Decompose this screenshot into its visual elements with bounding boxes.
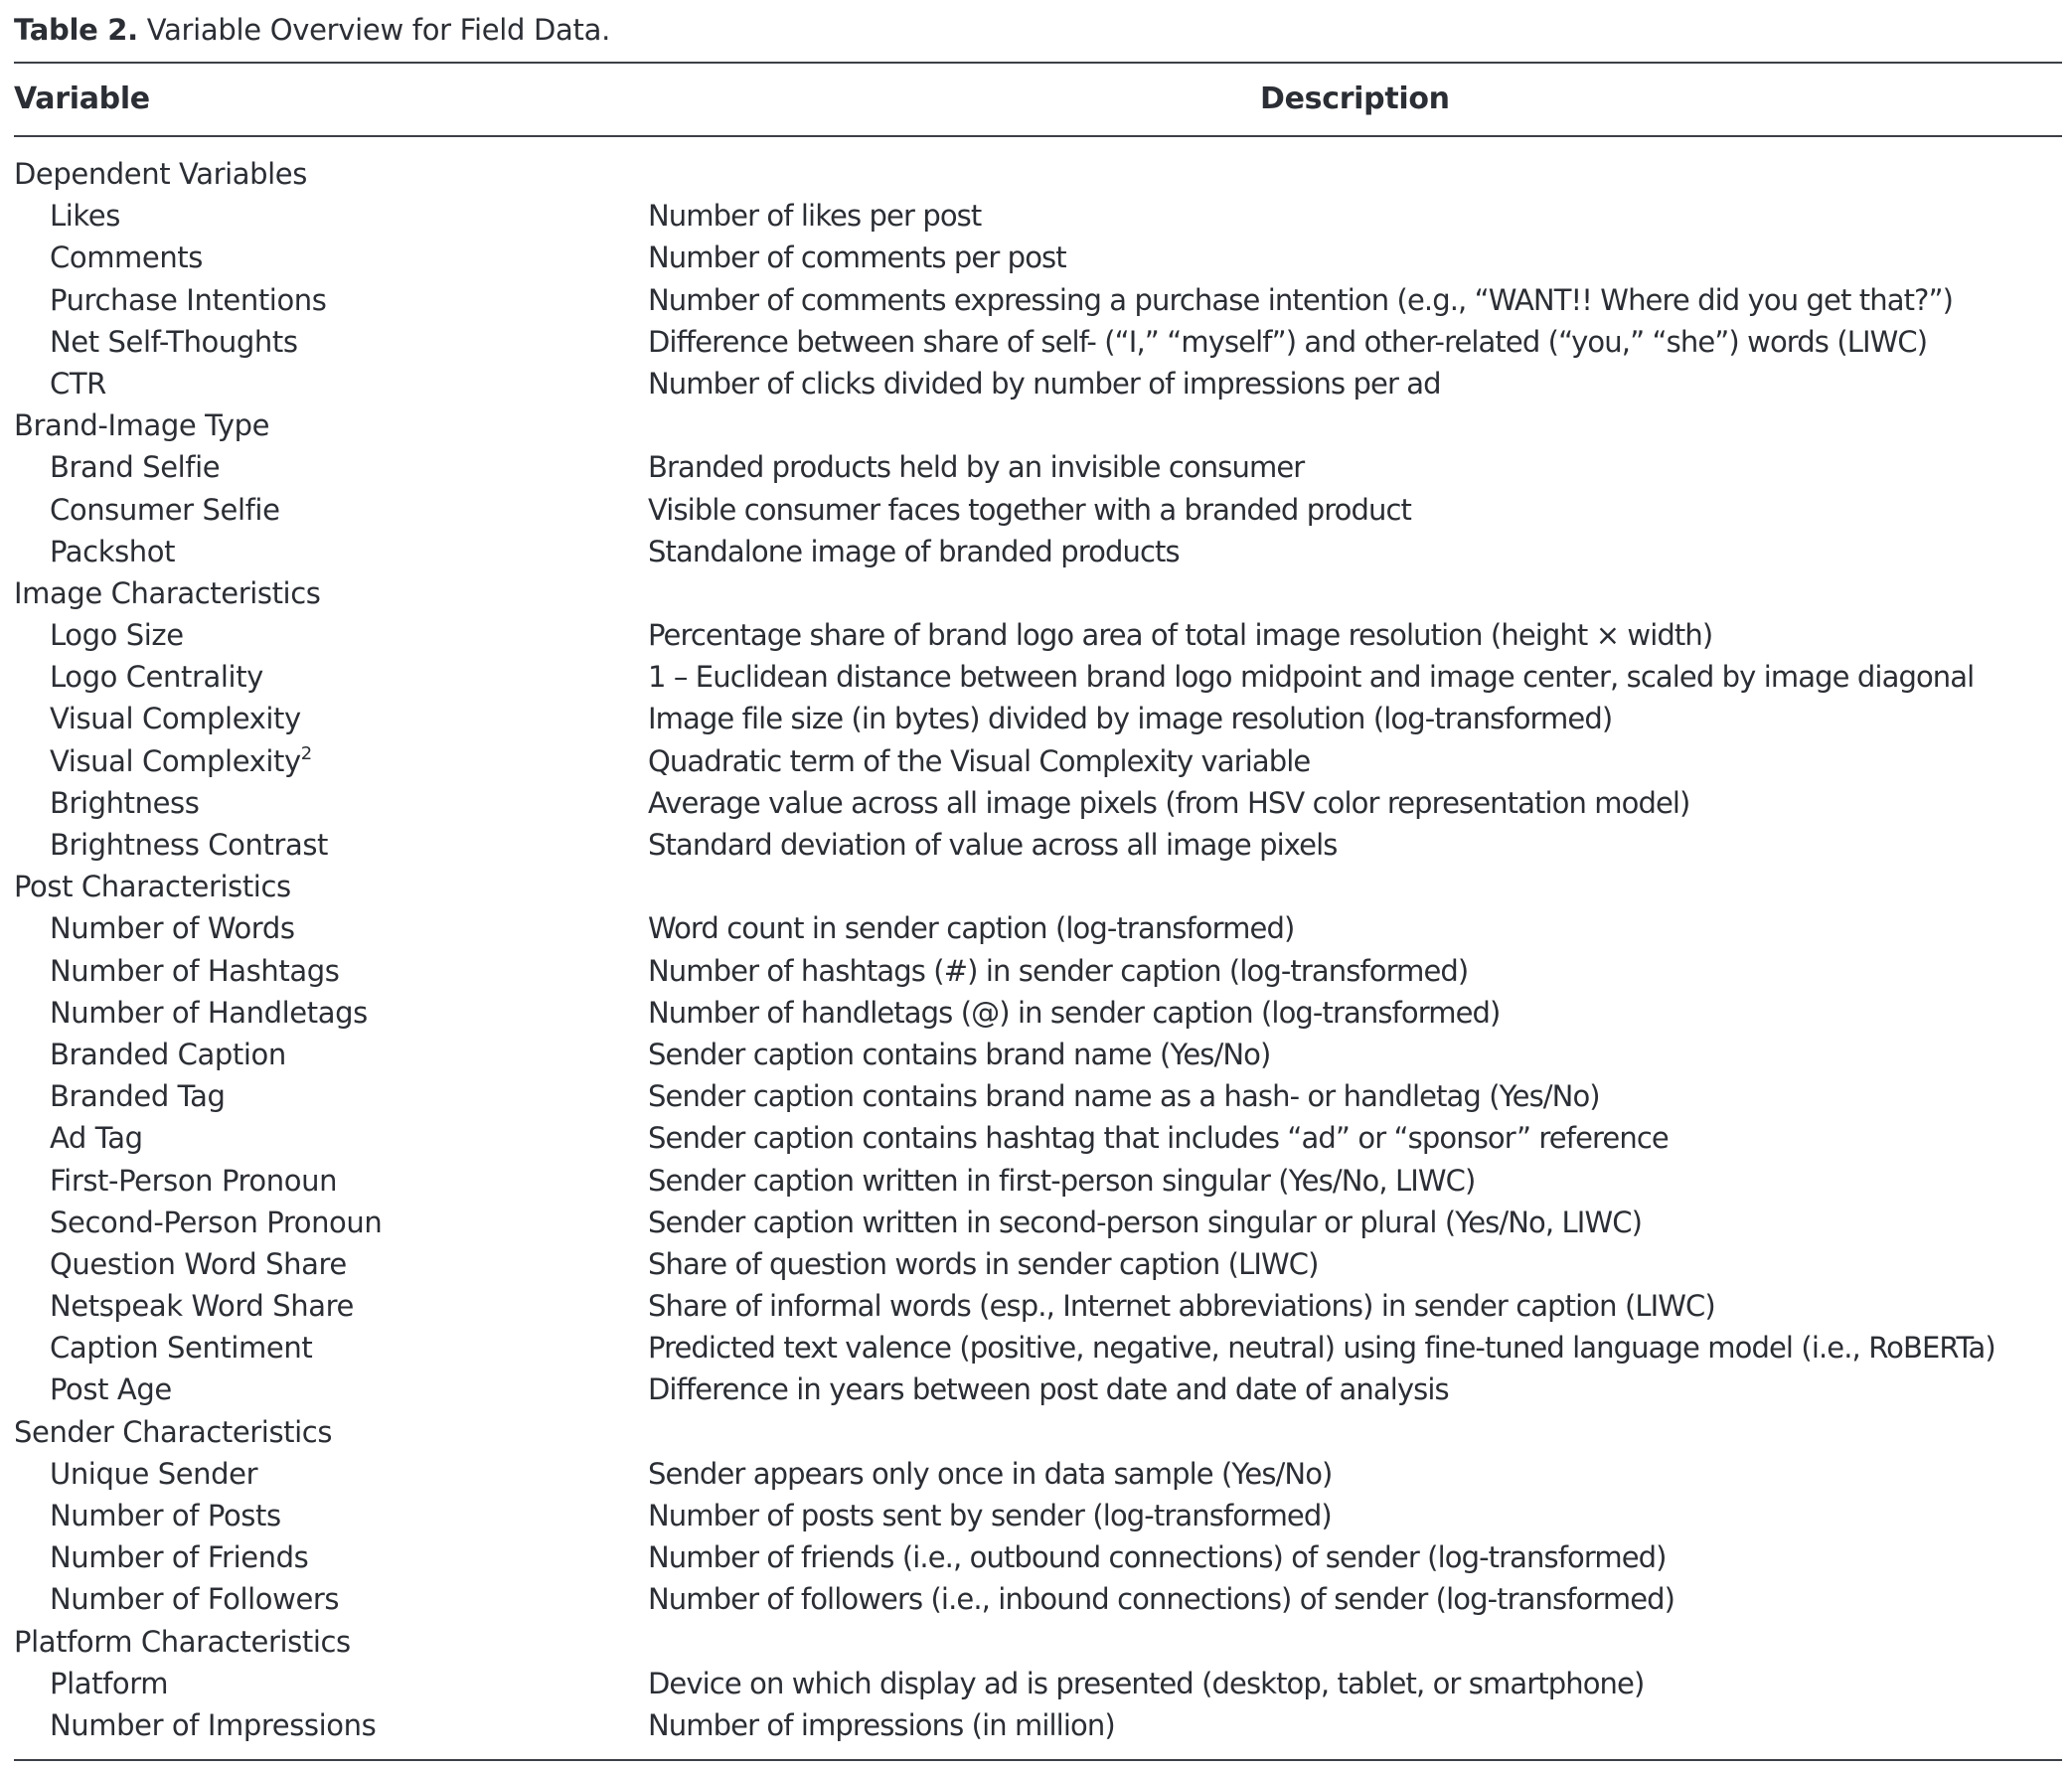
variable-text: Likes [50, 199, 120, 234]
variable-name [50, 698, 301, 739]
table-group-row [0, 866, 2072, 907]
variable-description: 1 – Euclidean distance between brand logo midpoint and image center, scaled by image diagonal [648, 660, 1975, 695]
table-row [0, 992, 2072, 1034]
variable-name [50, 1453, 257, 1495]
variable-name [50, 1117, 143, 1159]
table-row [0, 489, 2072, 531]
variable-name [50, 1578, 339, 1620]
variable-description: Number of followers (i.e., inbound connections) of sender (log-transformed) [648, 1582, 1675, 1617]
table-row [0, 782, 2072, 824]
variable-text: Number of Posts [50, 1499, 281, 1532]
table-row [0, 950, 2072, 992]
table-row [0, 1663, 2072, 1704]
variable-description: Device on which display ad is presented (desktop, tablet, or smartphone) [648, 1666, 1645, 1700]
variable-text: Sender Characteristics [14, 1414, 333, 1449]
table-row [0, 1368, 2072, 1410]
variable-name [50, 1202, 382, 1243]
table-row [0, 1495, 2072, 1536]
variable-name [50, 1075, 226, 1117]
variable-description: Standalone image of branded products [648, 534, 1180, 568]
variable-name [50, 1243, 347, 1285]
variable-description: Sender caption contains brand name as a hash- or handletag (Yes/No) [648, 1079, 1600, 1114]
variable-description: Sender appears only once in data sample (Yes/No) [648, 1456, 1333, 1491]
table-row [0, 1034, 2072, 1075]
bottom-rule [14, 1759, 2062, 1761]
variable-name [50, 1160, 337, 1202]
table-row [0, 195, 2072, 237]
table-row [0, 1202, 2072, 1243]
table-row [0, 824, 2072, 866]
variable-name [50, 237, 203, 278]
variable-description: Percentage share of brand logo area of total image resolution (height × width) [648, 618, 1713, 653]
variable-name [50, 363, 106, 404]
table-row [0, 1285, 2072, 1327]
variable-text: Number of Handletags [50, 995, 368, 1030]
variable-description: Image file size (in bytes) divided by image resolution (log-transformed) [648, 702, 1613, 736]
table-caption-text: Variable Overview for Field Data. [146, 13, 610, 47]
variable-name [50, 992, 368, 1034]
table-row [0, 698, 2072, 739]
variable-name [50, 489, 280, 531]
variable-text: Platform [50, 1666, 169, 1700]
group-label [14, 572, 320, 614]
variable-description: Number of comments expressing a purchase intention (e.g., “WANT!! Where did you get that?”) [648, 282, 1954, 317]
variable-text: Ad Tag [50, 1121, 143, 1156]
table-row [0, 1075, 2072, 1117]
variable-name [50, 531, 175, 572]
variable-name [50, 1495, 281, 1536]
variable-description: Difference in years between post date and date of analysis [648, 1372, 1449, 1407]
variable-text: Number of Friends [50, 1540, 309, 1575]
variable-description: Number of friends (i.e., outbound connections) of sender (log-transformed) [648, 1540, 1667, 1575]
table-row [0, 1160, 2072, 1202]
variable-description: Number of comments per post [648, 241, 1066, 275]
variable-name [50, 321, 298, 363]
variable-description: Sender caption contains hashtag that includes “ad” or “sponsor” reference [648, 1121, 1669, 1156]
variable-description: Number of clicks divided by number of impressions per ad [648, 366, 1441, 401]
variable-description: Predicted text valence (positive, negative, neutral) using fine-tuned language model (i.e., RoBERTa) [648, 1331, 1995, 1366]
group-label [14, 404, 269, 446]
variable-text: Brightness Contrast [50, 828, 329, 862]
table-row [0, 363, 2072, 404]
table-group-row [0, 153, 2072, 195]
table-row [0, 1578, 2072, 1620]
variable-name [50, 1285, 354, 1327]
table-group-row [0, 1411, 2072, 1453]
variable-text: Logo Centrality [50, 660, 263, 695]
variable-name [50, 1327, 312, 1368]
variable-text: Branded Caption [50, 1037, 286, 1071]
variable-description: Difference between share of self- (“I,” “myself”) and other-related (“you,” “she”) words (LIWC) [648, 324, 1928, 359]
variable-text: Question Word Share [50, 1246, 347, 1281]
variable-text: Netspeak Word Share [50, 1289, 354, 1324]
variable-name [50, 195, 120, 237]
variable-text: Logo Size [50, 618, 184, 653]
variable-description: Number of handletags (@) in sender caption (log-transformed) [648, 995, 1501, 1030]
table-caption [14, 8, 610, 52]
variable-name [50, 907, 295, 949]
table-caption-label: Table 2. [14, 13, 138, 47]
variable-name [50, 614, 184, 656]
group-label [14, 1621, 351, 1663]
table-row [0, 1117, 2072, 1159]
table-row [0, 446, 2072, 488]
variable-text: Image Characteristics [14, 575, 321, 610]
group-label [14, 1411, 332, 1453]
table-group-row [0, 572, 2072, 614]
table-row [0, 1453, 2072, 1495]
variable-text: Number of Hashtags [50, 953, 340, 988]
variable-name [50, 1368, 172, 1410]
variable-description: Number of likes per post [648, 199, 982, 234]
variable-text: Consumer Selfie [50, 492, 280, 527]
table-row [0, 656, 2072, 698]
variable-text: Net Self-Thoughts [50, 324, 298, 359]
variable-description: Sender caption contains brand name (Yes/No) [648, 1037, 1271, 1071]
table-row [0, 237, 2072, 278]
variable-text: Post Age [50, 1372, 172, 1407]
variable-name [50, 950, 339, 992]
table-group-row [0, 404, 2072, 446]
variable-text: Dependent Variables [14, 157, 307, 191]
group-label [14, 866, 291, 907]
variable-text: Second-Person Pronoun [50, 1205, 383, 1239]
table-row [0, 279, 2072, 321]
variable-name [50, 782, 199, 824]
variable-description: Number of hashtags (#) in sender caption (log-transformed) [648, 953, 1469, 988]
table-group-row [0, 1621, 2072, 1663]
variable-text: Brand-Image Type [14, 408, 270, 443]
variable-description: Number of posts sent by sender (log-transformed) [648, 1499, 1332, 1532]
group-label [14, 153, 307, 195]
superscript: 2 [300, 742, 312, 764]
table-row [0, 1243, 2072, 1285]
top-rule [14, 62, 2062, 64]
variable-description: Quadratic term of the Visual Complexity variable [648, 743, 1311, 778]
table-row [0, 907, 2072, 949]
variable-text: Packshot [50, 534, 176, 568]
table-row [0, 1704, 2072, 1746]
table-body [0, 153, 2072, 1746]
variable-name [50, 1536, 308, 1578]
variable-text: CTR [50, 366, 106, 401]
variable-text: Brightness [50, 785, 200, 820]
table-row [0, 531, 2072, 572]
variable-text: Platform Characteristics [14, 1624, 351, 1659]
variable-description: Visible consumer faces together with a branded product [648, 492, 1411, 527]
table-row [0, 321, 2072, 363]
variable-description: Sender caption written in first-person singular (Yes/No, LIWC) [648, 1163, 1476, 1198]
variable-name [50, 656, 263, 698]
variable-description: Number of impressions (in million) [648, 1707, 1115, 1742]
variable-text: Number of Followers [50, 1582, 340, 1617]
variable-text: Number of Words [50, 911, 295, 946]
variable-text: Post Characteristics [14, 870, 291, 904]
variable-name [50, 1663, 168, 1704]
variable-description: Standard deviation of value across all image pixels [648, 828, 1338, 862]
variable-text: Comments [50, 241, 203, 275]
variable-description: Word count in sender caption (log-transformed) [648, 911, 1295, 946]
variable-name [50, 279, 327, 321]
variable-text: Branded Tag [50, 1079, 226, 1114]
variable-description: Average value across all image pixels (from HSV color representation model) [648, 785, 1690, 820]
variable-text: Unique Sender [50, 1456, 258, 1491]
variable-description: Share of question words in sender caption (LIWC) [648, 1246, 1319, 1281]
table-row [0, 1536, 2072, 1578]
variable-description: Share of informal words (esp., Internet abbreviations) in sender caption (LIWC) [648, 1289, 1715, 1324]
table-row [0, 740, 2072, 782]
table-row [0, 1327, 2072, 1368]
variable-description: Branded products held by an invisible consumer [648, 450, 1305, 485]
variable-name [50, 1034, 286, 1075]
variable-text: Purchase Intentions [50, 282, 327, 317]
column-header-variable: Variable [14, 81, 150, 116]
column-header-description: Description [1260, 81, 1450, 116]
variable-name [50, 740, 312, 782]
variable-text: First-Person Pronoun [50, 1163, 338, 1198]
variable-name [50, 1704, 376, 1746]
variable-text: Visual Complexity [50, 702, 301, 736]
variable-description: Sender caption written in second-person singular or plural (Yes/No, LIWC) [648, 1205, 1642, 1239]
variable-text: Visual Complexity [50, 743, 301, 778]
table-row [0, 614, 2072, 656]
variable-text: Number of Impressions [50, 1707, 377, 1742]
variable-name [50, 446, 220, 488]
header-rule [14, 135, 2062, 137]
variable-name [50, 824, 328, 866]
variable-text: Caption Sentiment [50, 1331, 313, 1366]
variable-text: Brand Selfie [50, 450, 221, 485]
